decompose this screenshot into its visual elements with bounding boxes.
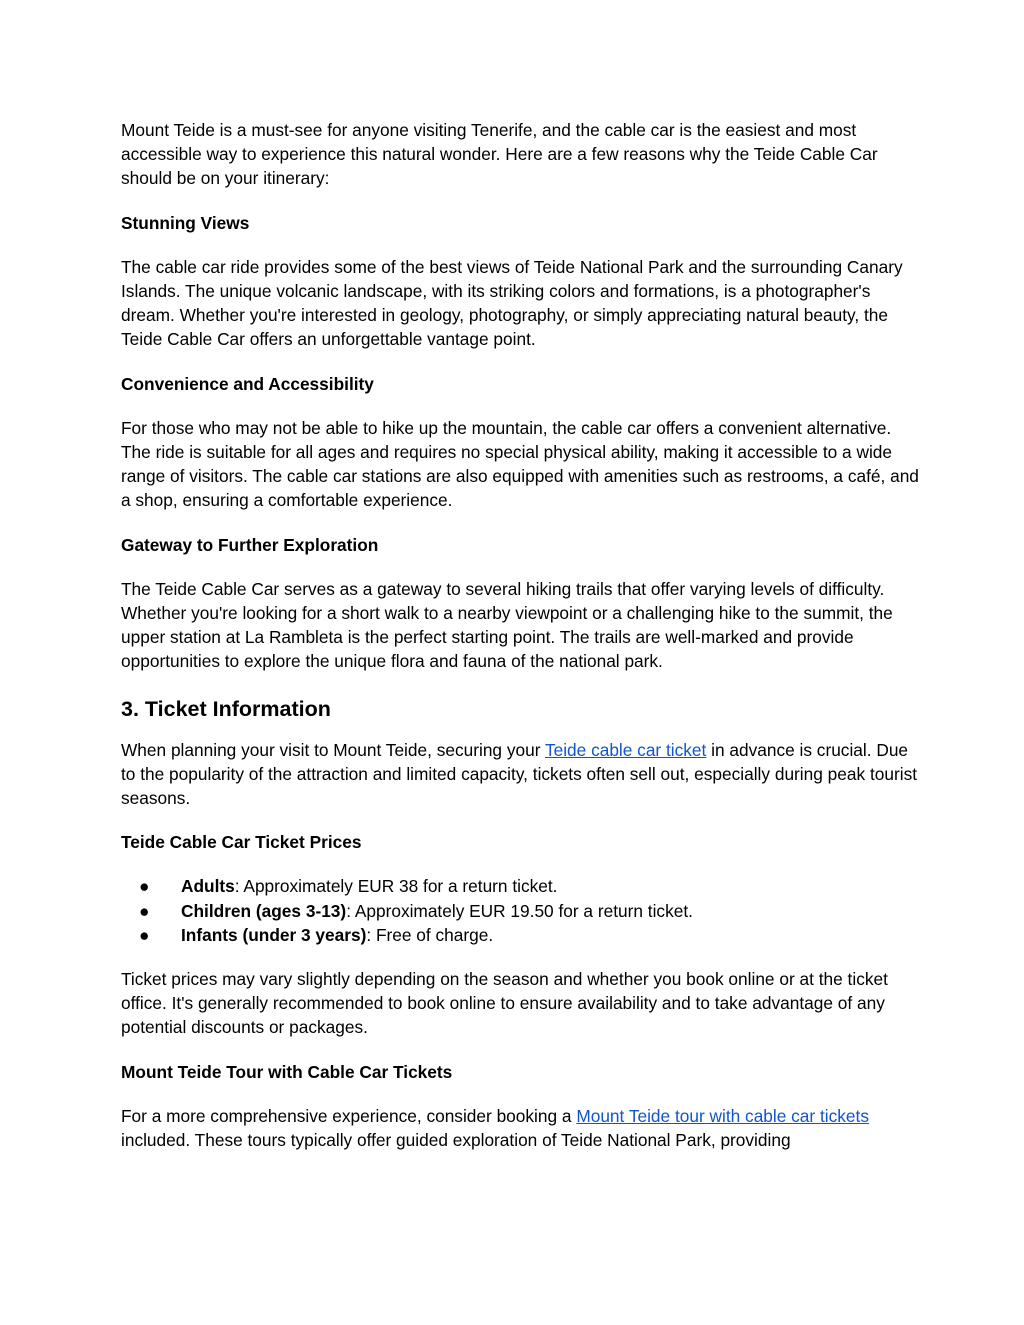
convenience-heading: Convenience and Accessibility	[121, 373, 374, 394]
ticket-intro-text-before: When planning your visit to Mount Teide, securing your	[121, 739, 545, 760]
price-label-children: Children (ages 3-13)	[181, 900, 347, 921]
stunning-views-heading: Stunning Views	[121, 212, 250, 233]
stunning-views-paragraph: The cable car ride provides some of the best views of Teide National Park and the surrounding Canary Islands. The unique volcanic landscape, with its striking colors and formations, is a photographer's dream. Whether you're interested in geology, photography, or simply appreciating natural beauty, the Teide Cable Car offers an unforgettable vantage point.	[121, 256, 903, 350]
price-label-adults: Adults	[181, 876, 235, 897]
list-item	[121, 923, 921, 947]
bullet-icon: ●	[139, 876, 150, 897]
price-label-infants: Infants (under 3 years)	[181, 924, 367, 945]
gateway-heading: Gateway to Further Exploration	[121, 534, 379, 555]
tour-text-before: For a more comprehensive experience, consider booking a	[121, 1105, 577, 1126]
ticket-intro-text-after: in advance is crucial. Due to the popularity of the attraction and limited capacity, tickets often sell out, especially during peak tourist seasons.	[121, 739, 918, 809]
teide-cable-car-ticket-link[interactable]: Teide cable car ticket	[544, 739, 707, 760]
bullet-icon: ●	[139, 924, 150, 945]
price-text-children: : Approximately EUR 19.50 for a return ticket.	[346, 900, 693, 921]
mount-teide-tour-link[interactable]: Mount Teide tour with cable car tickets	[576, 1105, 869, 1126]
price-text-infants: : Free of charge.	[366, 924, 494, 945]
list-item	[121, 899, 921, 923]
tour-text-after: included. These tours typically offer guided exploration of Teide National Park, providing	[121, 1130, 791, 1151]
ticket-intro-paragraph	[121, 738, 921, 811]
price-text-adults: : Approximately EUR 38 for a return ticket.	[234, 876, 558, 897]
list-item	[121, 874, 921, 898]
tour-paragraph	[121, 1104, 921, 1152]
bullet-icon: ●	[139, 900, 150, 921]
ticket-information-heading: 3. Ticket Information	[121, 696, 331, 721]
intro-paragraph: Mount Teide is a must-see for anyone visiting Tenerife, and the cable car is the easiest and most accessible way to experience this natural wonder. Here are a few reasons why the Teide Cable Car should be on your itinerary:	[121, 120, 878, 189]
ticket-prices-heading: Teide Cable Car Ticket Prices	[121, 832, 362, 853]
gateway-paragraph: The Teide Cable Car serves as a gateway to several hiking trails that offer varying levels of difficulty. Whether you're looking for a short walk to a nearby viewpoint or a challenging hike to the summit, the upper station at La Rambleta is the perfect starting point. The trails are well-marked and provide opportunities to explore the unique flora and fauna of the national park.	[121, 578, 893, 672]
tour-heading: Mount Teide Tour with Cable Car Tickets	[121, 1061, 453, 1082]
document-page	[121, 118, 921, 1172]
ticket-prices-note: Ticket prices may vary slightly depending on the season and whether you book online or at the ticket office. It's generally recommended to book online to ensure availability and to take advantage of any potential discounts or packages.	[121, 969, 888, 1038]
ticket-prices-list	[121, 874, 921, 947]
convenience-paragraph: For those who may not be able to hike up the mountain, the cable car offers a convenient alternative. The ride is suitable for all ages and requires no special physical ability, making it accessible to a wide range of visitors. The cable car stations are also equipped with amenities such as restrooms, a café, and a shop, ensuring a comfortable experience.	[121, 417, 919, 511]
